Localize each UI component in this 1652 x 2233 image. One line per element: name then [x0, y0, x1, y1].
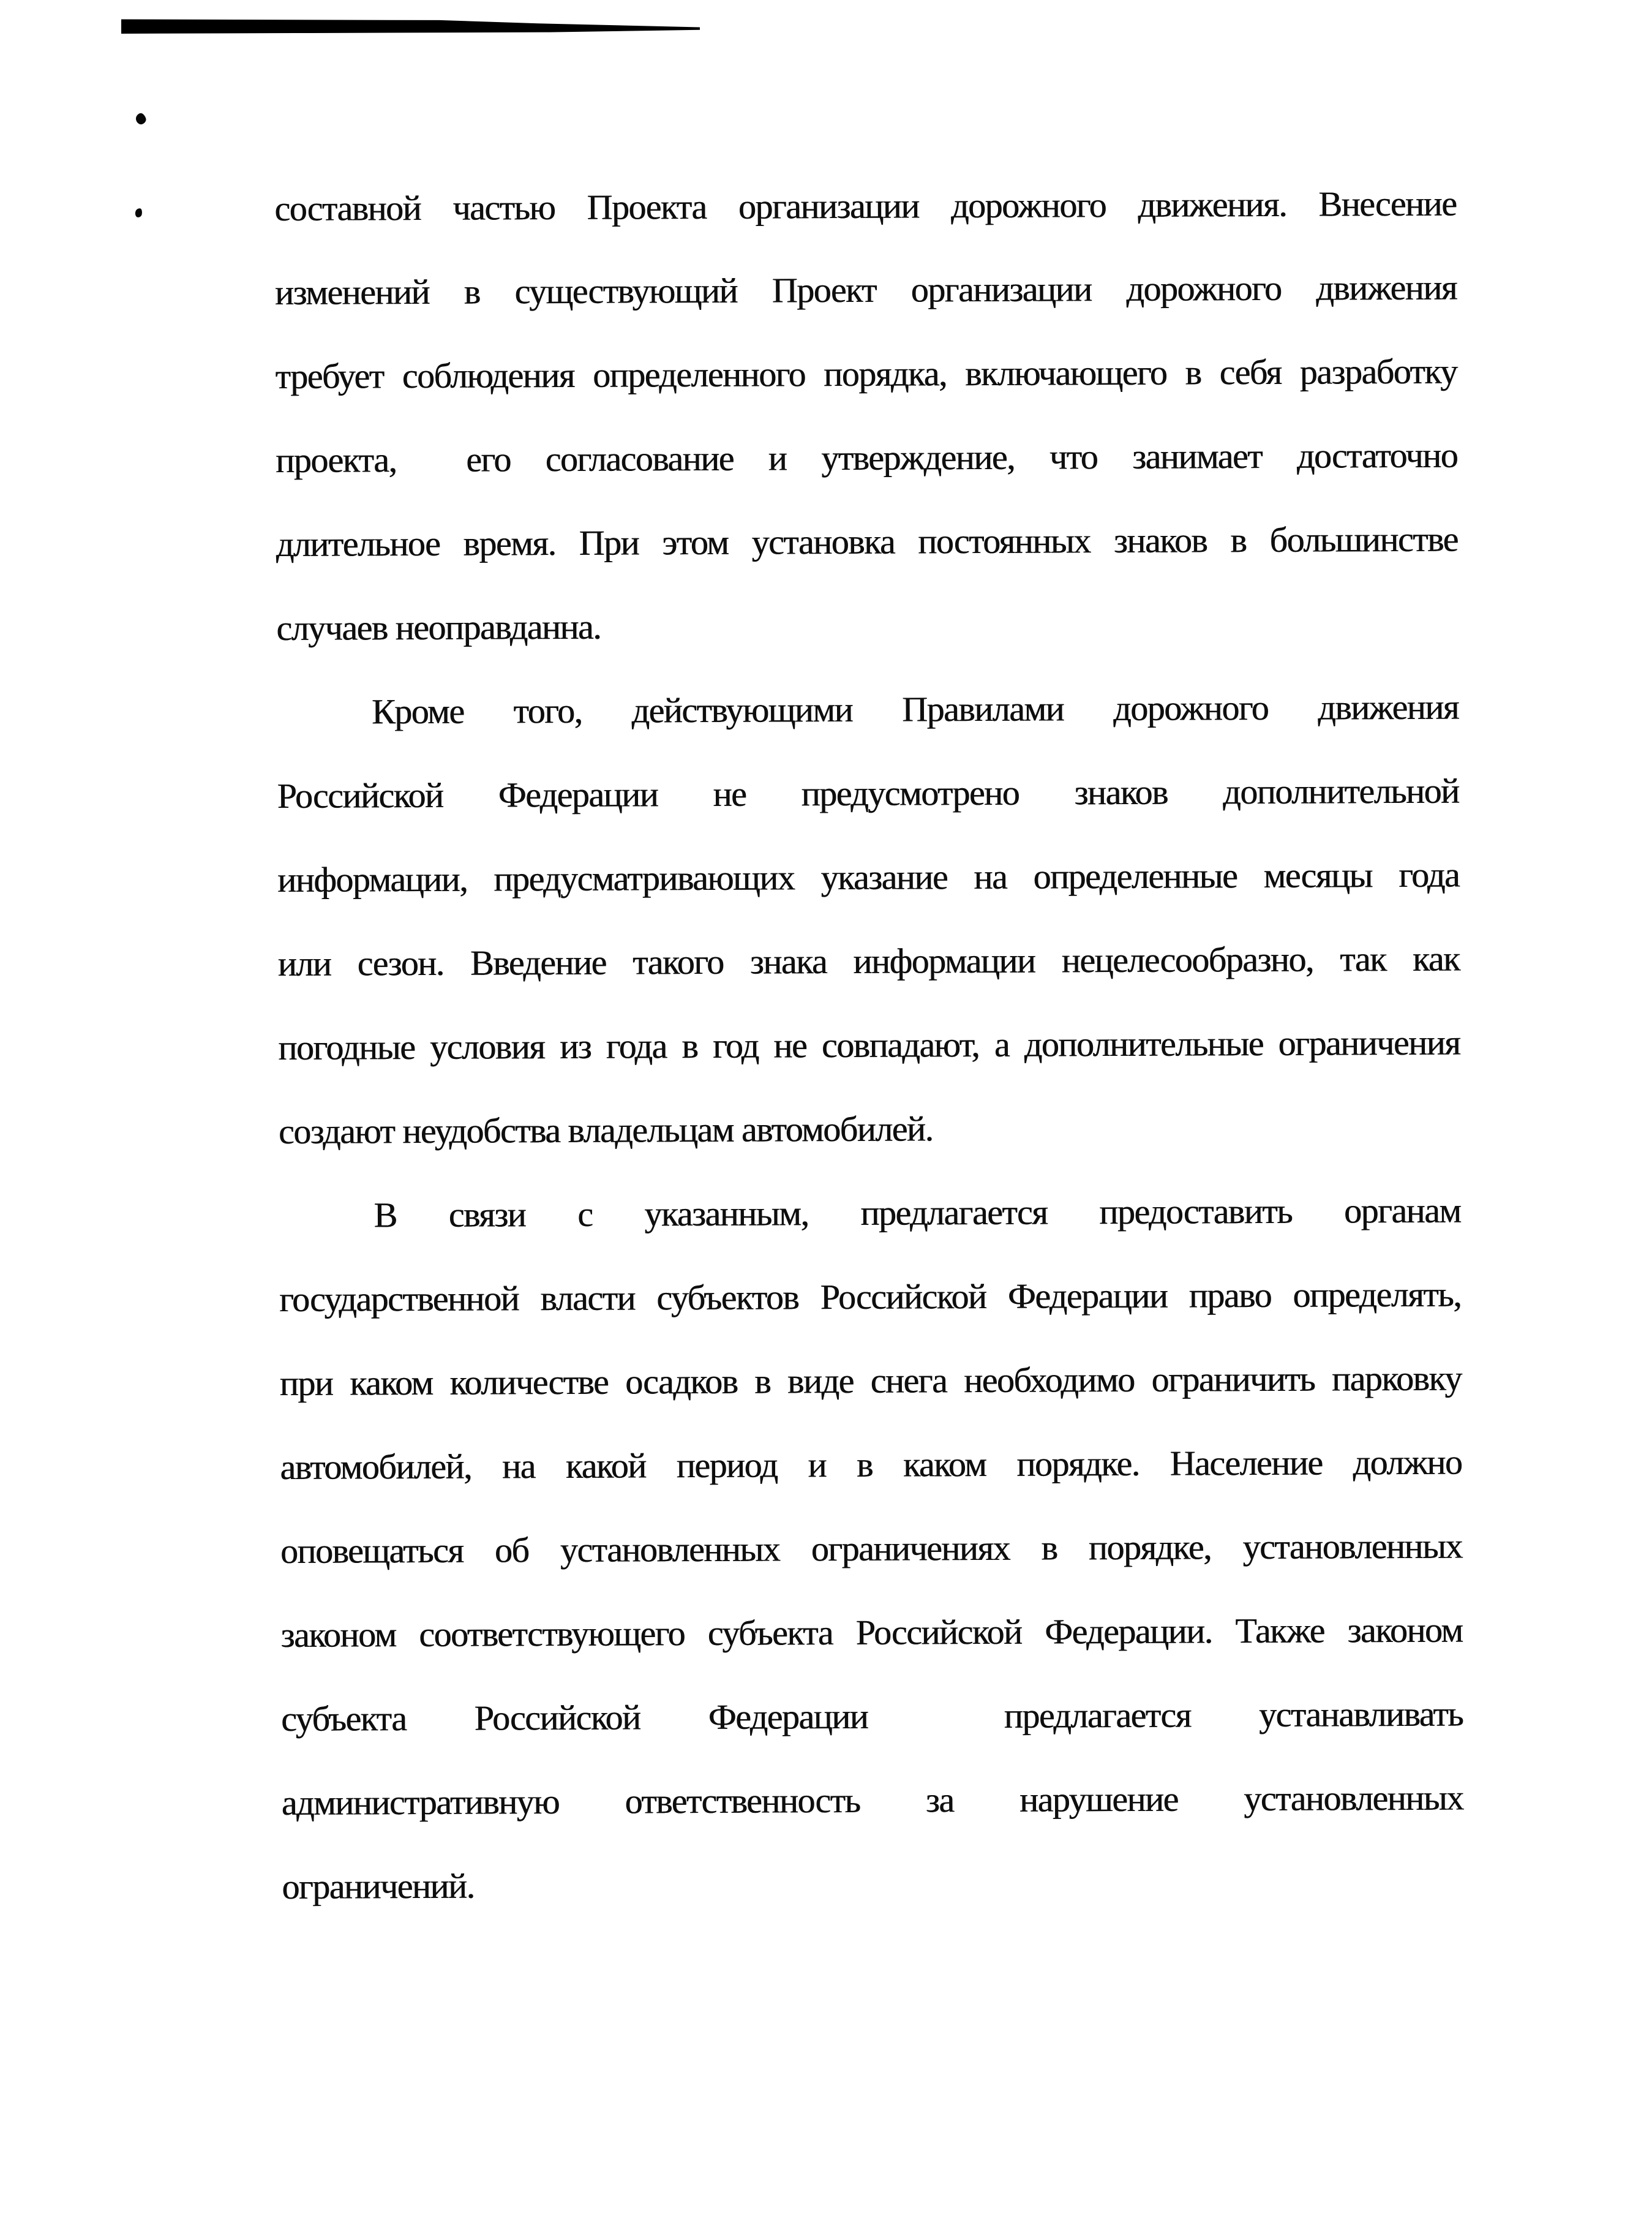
- text-line: В связи с указанным, предлагается предоставить органам: [374, 1190, 1461, 1235]
- text-line: требует соблюдения определенного порядка, включающего в себя разработку: [275, 351, 1457, 396]
- text-line: создают неудобства владельцам автомобилей.: [278, 1109, 933, 1151]
- text-line: изменений в существующий Проект организации дорожного движения: [274, 267, 1457, 312]
- document-text-block: [274, 162, 1464, 1929]
- text-line: автомобилей, на какой период и в каком порядке. Население должно: [280, 1442, 1462, 1487]
- text-line: Кроме того, действующими Правилами дорожного движения: [371, 687, 1459, 732]
- text-line: случаев неоправданна.: [276, 606, 601, 648]
- text-line: оповещаться об установленных ограничениях в порядке, установленных: [280, 1526, 1462, 1571]
- text-line: информации, предусматривающих указание на определенные месяцы года: [277, 854, 1460, 900]
- scan-edge-artifact: [121, 19, 700, 34]
- text-line: субъекта Российской Федерации предлагается устанавливать: [280, 1693, 1463, 1739]
- text-line: государственной власти субъектов Российской Федерации право определять,: [279, 1274, 1462, 1319]
- text-line: составной частью Проекта организации дорожного движения. Внесение: [274, 183, 1457, 228]
- text-line: законом соответствующего субъекта Российской Федерации. Также законом: [280, 1610, 1463, 1655]
- text-line: Российской Федерации не предусмотрено знаков дополнительной: [277, 770, 1459, 816]
- text-line: ограничений.: [282, 1866, 475, 1907]
- text-line: длительное время. При этом установка постоянных знаков в большинстве: [276, 519, 1458, 564]
- text-line: погодные условия из года в год не совпадают, а дополнительные ограничения: [278, 1022, 1460, 1068]
- text-line: или сезон. Введение такого знака информации нецелесообразно, так как: [277, 938, 1460, 984]
- ink-speck: [134, 112, 147, 126]
- text-line: проекта, его согласование и утверждение, что занимает достаточно: [275, 435, 1458, 480]
- ink-speck: [135, 208, 143, 218]
- text-line: административную ответственность за нарушение установленных: [281, 1777, 1463, 1823]
- text-line: при каком количестве осадков в виде снега необходимо ограничить парковку: [279, 1358, 1462, 1403]
